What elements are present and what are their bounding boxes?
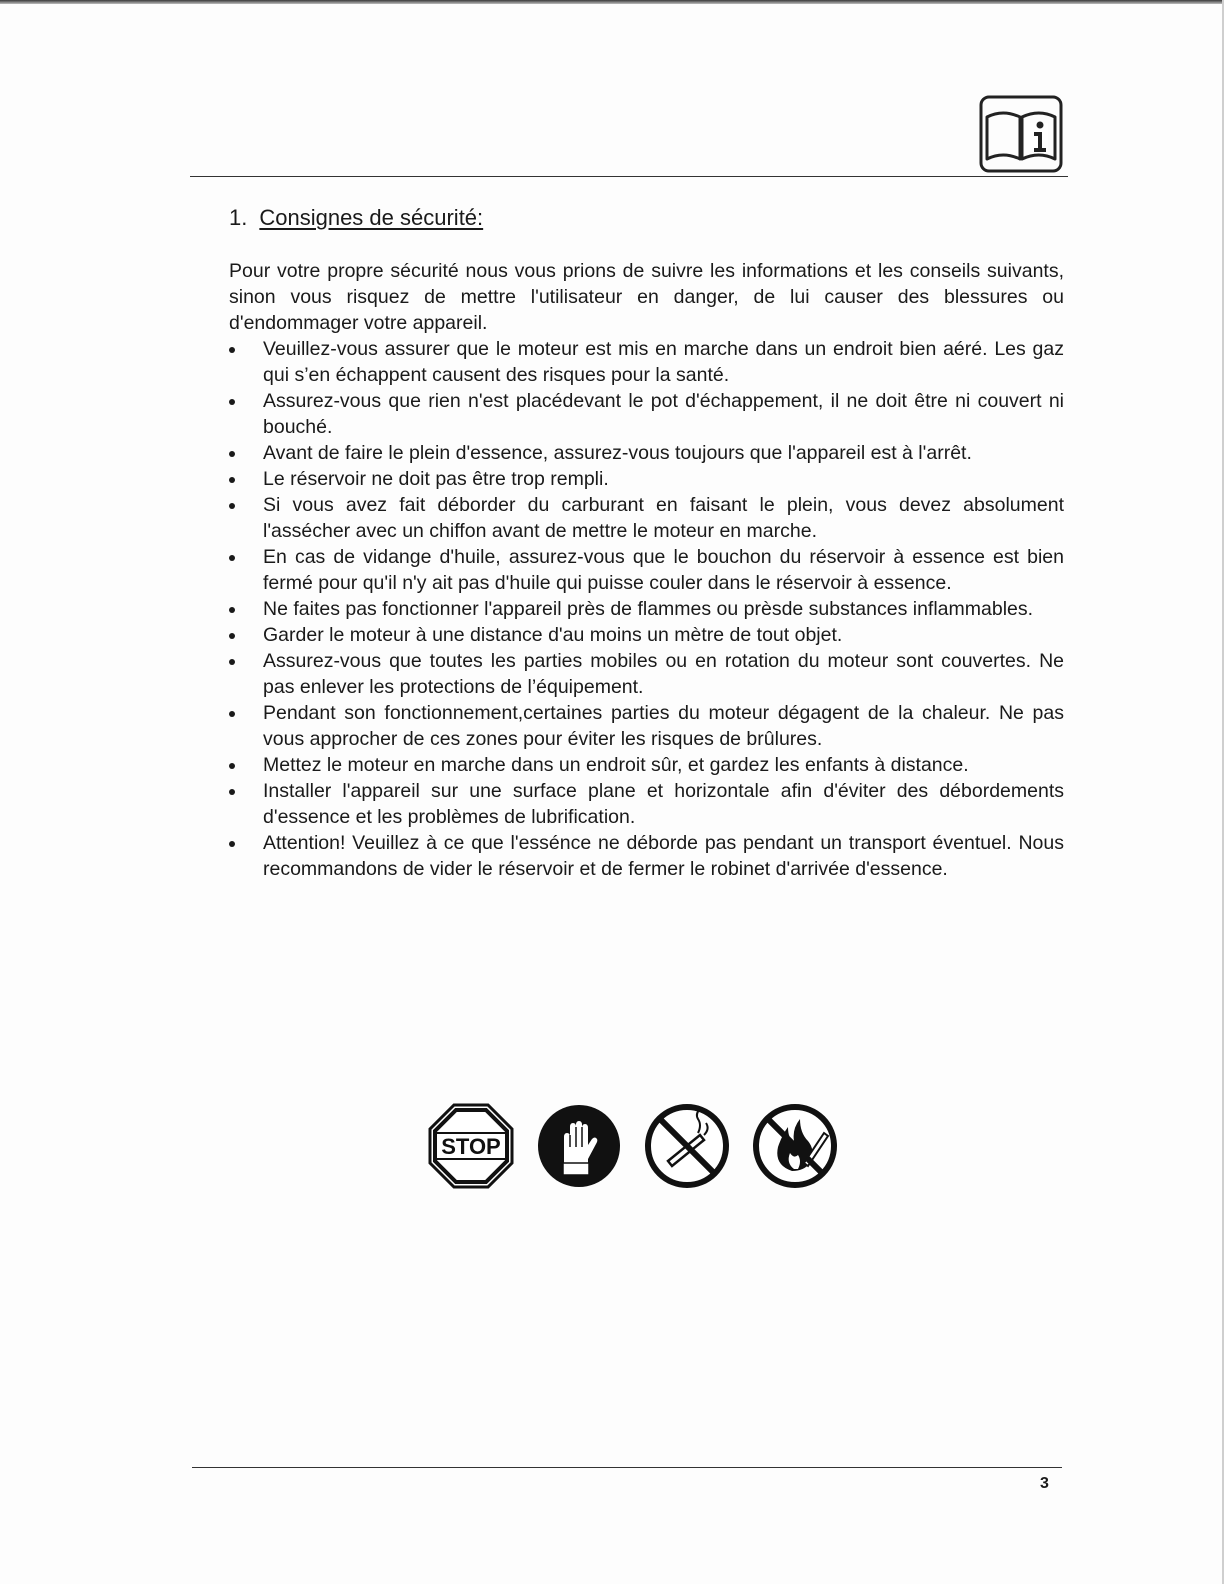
intro-paragraph: Pour votre propre sécurité nous vous prions de suivre les informations et les conseils suivants, sinon vous risquez de mettre l'utilisateur en danger, de lui causer des blessures ou d'endommager votre appareil. xyxy=(229,260,1064,334)
list-item: Attention! Veuillez à ce que l'essénce ne déborde pas pendant un transport éventuel. Nous recommandons de vider le réservoir et de fermer le robinet d'arrivée d'essence. xyxy=(229,830,1064,882)
section-number: 1. xyxy=(229,205,248,230)
no-smoking-icon xyxy=(644,1103,730,1189)
list-item: Si vous avez fait déborder du carburant en faisant le plein, vous devez absolument l'assécher avec un chiffon avant de mettre le moteur en marche. xyxy=(229,492,1064,544)
list-item: Veuillez-vous assurer que le moteur est mis en marche dans un endroit bien aéré. Les gaz qui s’en échappent causent des risques pour la santé. xyxy=(229,336,1064,388)
list-item: Assurez-vous que toutes les parties mobiles ou en rotation du moteur sont couvertes. Ne pas enlever les protections de l’équipement. xyxy=(229,648,1064,700)
manual-info-icon xyxy=(979,95,1063,173)
list-item: Garder le moteur à une distance d'au moins un mètre de tout objet. xyxy=(229,622,1064,648)
footer-rule xyxy=(192,1467,1062,1468)
list-item: Avant de faire le plein d'essence, assurez-vous toujours que l'appareil est à l'arrêt. xyxy=(229,440,1064,466)
list-item: Mettez le moteur en marche dans un endroit sûr, et gardez les enfants à distance. xyxy=(229,752,1064,778)
list-item: En cas de vidange d'huile, assurez-vous que le bouchon du réservoir à essence est bien fermé pour qu'il n'y ait pas d'huile qui puisse couler dans le réservoir à essence. xyxy=(229,544,1064,596)
list-item: Installer l'appareil sur une surface plane et horizontale afin d'éviter des débordements d'essence et les problèmes de lubrification. xyxy=(229,778,1064,830)
page-number: 3 xyxy=(1040,1475,1049,1492)
header-rule xyxy=(190,176,1068,177)
section-heading xyxy=(229,205,483,231)
no-open-flame-icon xyxy=(752,1103,838,1189)
safety-pictograms xyxy=(428,1103,838,1189)
stop-sign-icon xyxy=(428,1103,514,1189)
list-item: Le réservoir ne doit pas être trop rempli. xyxy=(229,466,1064,492)
safety-instructions-list xyxy=(229,336,1064,882)
top-page-edge xyxy=(0,0,1224,4)
section-title: Consignes de sécurité: xyxy=(259,205,484,230)
list-item: Ne faites pas fonctionner l'appareil près de flammes ou prèsde substances inflammables. xyxy=(229,596,1064,622)
section-body xyxy=(229,258,1064,882)
list-item: Pendant son fonctionnement,certaines parties du moteur dégagent de la chaleur. Ne pas vous approcher de ces zones pour éviter les risques de brûlures. xyxy=(229,700,1064,752)
stop-sign-label: STOP xyxy=(441,1134,501,1159)
list-item: Assurez-vous que rien n'est placédevant le pot d'échappement, il ne doit être ni couvert ni bouché. xyxy=(229,388,1064,440)
wear-gloves-icon xyxy=(536,1103,622,1189)
